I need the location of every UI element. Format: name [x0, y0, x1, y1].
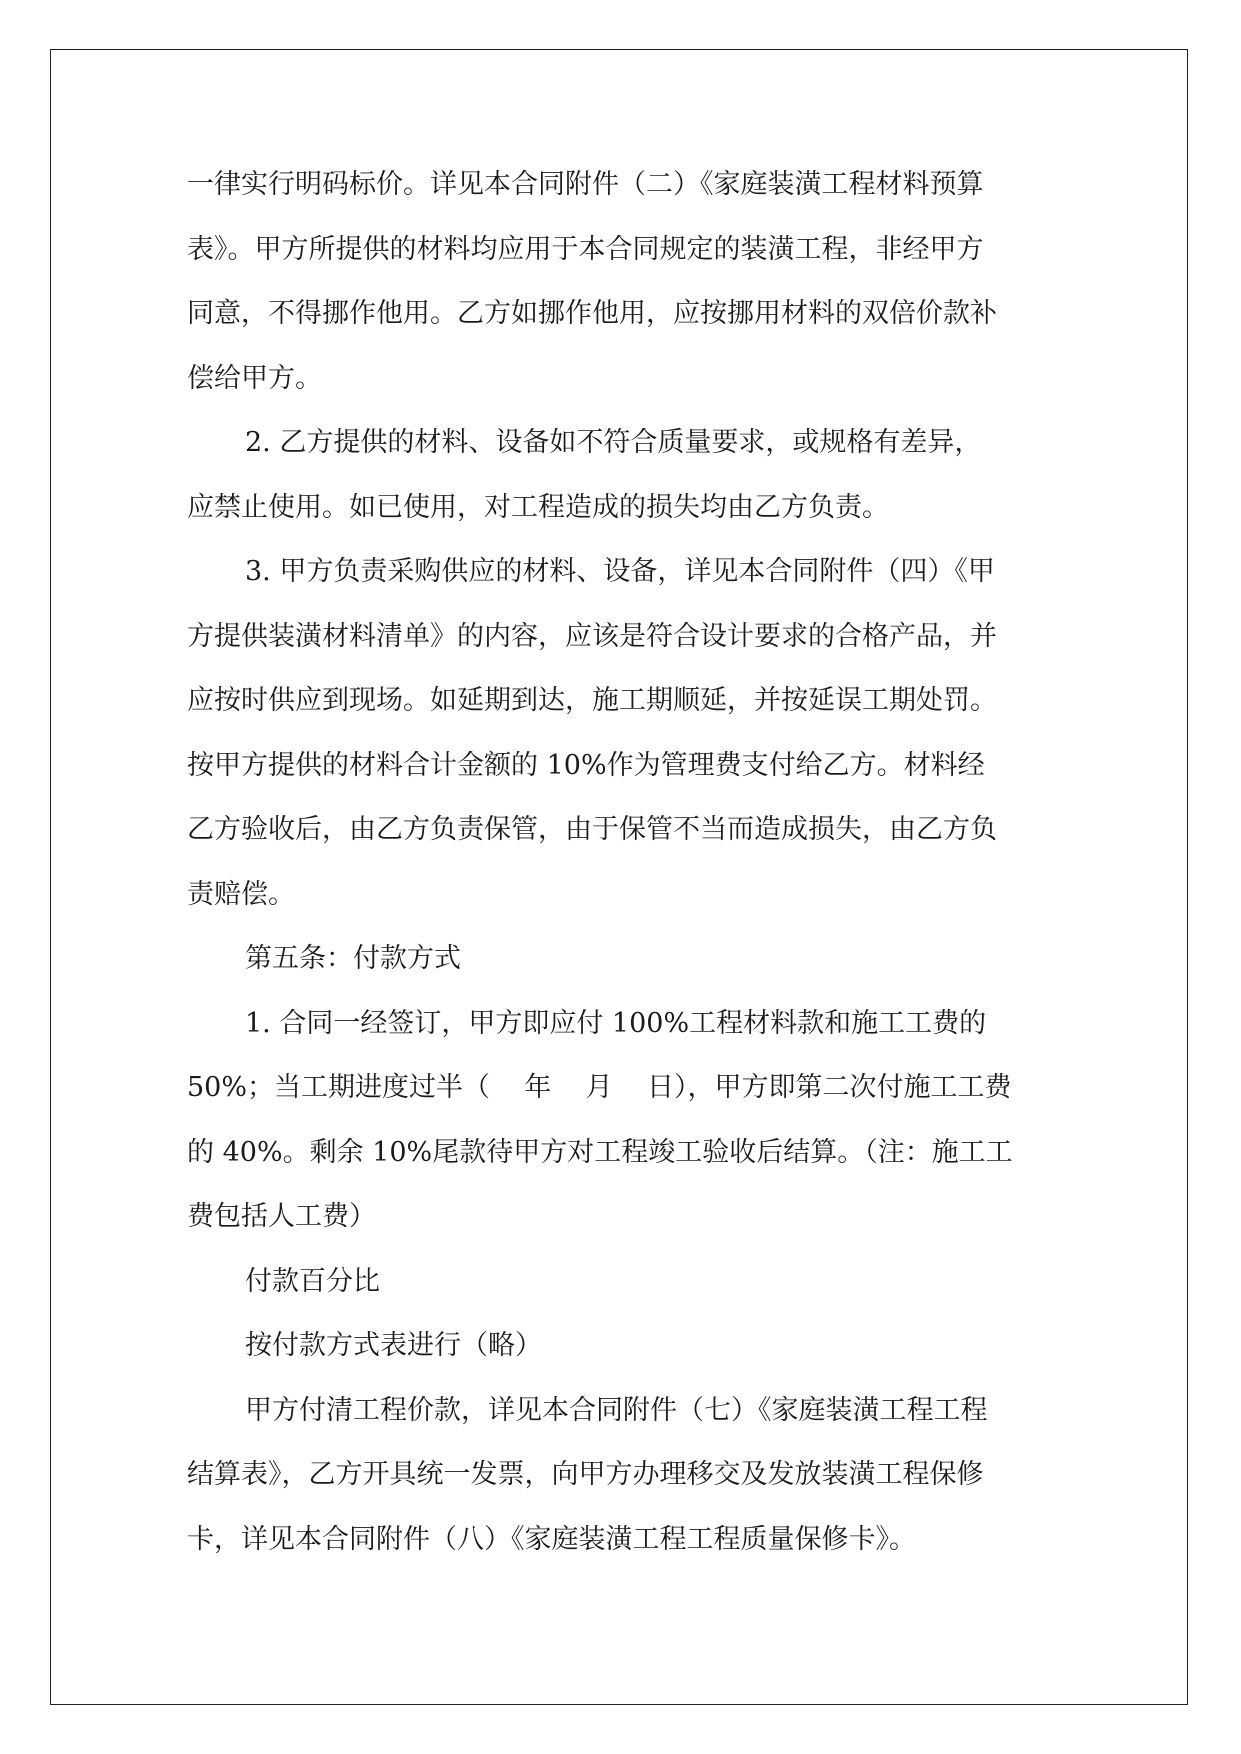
text-line: 的 40%。剩余 10%尾款待甲方对工程竣工验收后结算。（注：施工工 — [187, 1136, 1013, 1168]
text-line: 费包括人工费） — [187, 1201, 376, 1232]
text-line-indented: 3. 甲方负责采购供应的材料、设备，详见本合同附件（四）《甲 — [245, 556, 995, 587]
text-line: 50%；当工期进度过半（ 年 月 日），甲方即第二次付施工工费 — [187, 1072, 1012, 1103]
text-line: 应禁止使用。如已使用，对工程造成的损失均由乙方负责。 — [187, 491, 889, 523]
section-heading: 第五条：付款方式 — [245, 943, 461, 974]
text-line: 按甲方提供的材料合计金额的 10%作为管理费支付给乙方。材料经 — [187, 749, 985, 781]
text-line: 卡，详见本合同附件（八）《家庭装潢工程工程质量保修卡》。 — [187, 1523, 916, 1555]
document-body — [187, 153, 1067, 1572]
text-line: 一律实行明码标价。详见本合同附件（二）《家庭装潢工程材料预算 — [187, 169, 984, 200]
text-line: 表》。甲方所提供的材料均应用于本合同规定的装潢工程，非经甲方 — [187, 233, 984, 265]
text-line: 责赔偿。 — [187, 878, 295, 910]
text-line-indented: 2. 乙方提供的材料、设备如不符合质量要求，或规格有差异， — [245, 427, 982, 458]
text-line-indented: 付款百分比 — [245, 1265, 380, 1297]
text-line-indented: 甲方付清工程价款，详见本合同附件（七）《家庭装潢工程工程 — [245, 1394, 988, 1426]
text-line: 应按时供应到现场。如延期到达，施工期顺延，并按延误工期处罚。 — [187, 685, 997, 716]
text-line-indented: 按付款方式表进行（略） — [245, 1330, 542, 1361]
text-line: 方提供装潢材料清单》的内容，应该是符合设计要求的合格产品，并 — [187, 620, 997, 652]
text-line: 结算表》，乙方开具统一发票，向甲方办理移交及发放装潢工程保修 — [187, 1459, 984, 1490]
text-line-indented: 1. 合同一经签订，甲方即应付 100%工程材料款和施工工费的 — [245, 1007, 987, 1039]
text-line: 乙方验收后，由乙方负责保管，由于保管不当而造成损失，由乙方负 — [187, 814, 997, 845]
text-line: 同意，不得挪作他用。乙方如挪作他用，应按挪用材料的双倍价款补 — [187, 298, 997, 329]
text-line: 偿给甲方。 — [187, 362, 322, 394]
